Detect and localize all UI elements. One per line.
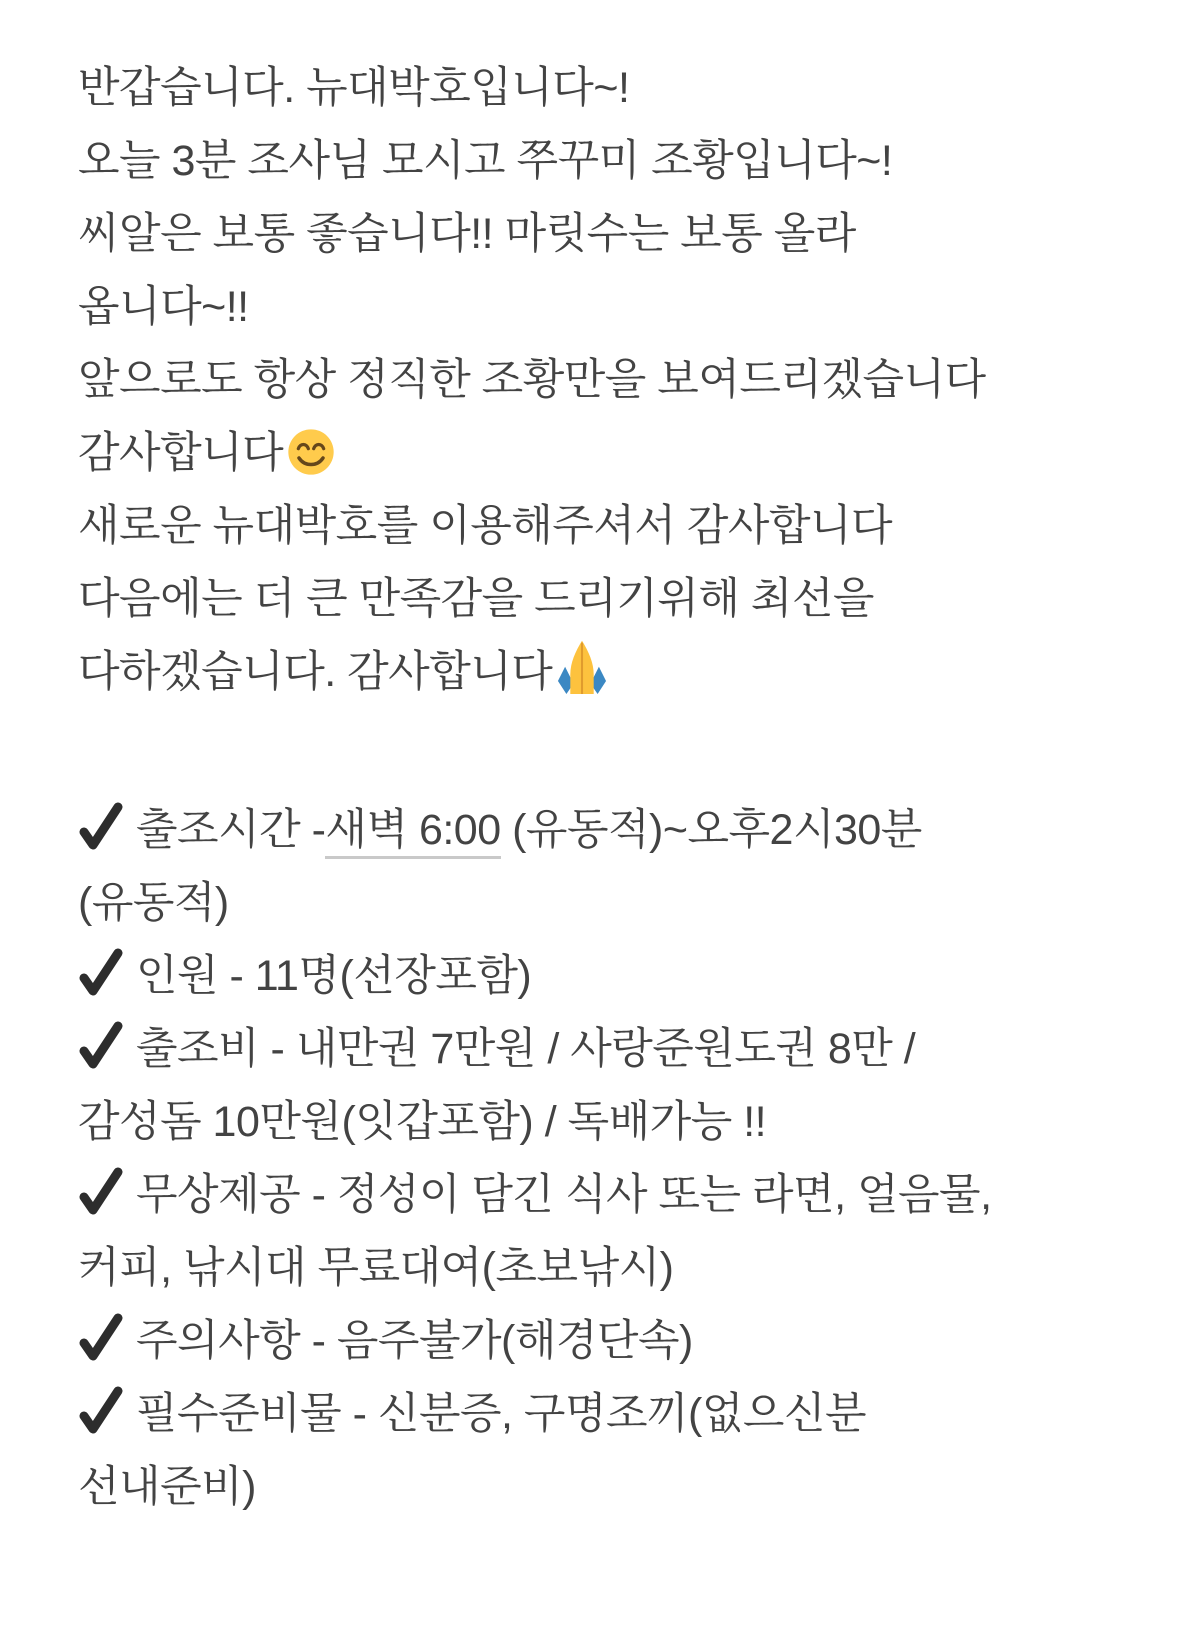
checklist-item-free-services-cont <box>78 1232 1133 1305</box>
item-text: 무상제공 - 정성이 담긴 식사 또는 라면, 얼음물, <box>136 1171 992 1219</box>
item-text: 주의사항 - 음주불가(해경단속) <box>136 1317 693 1365</box>
intro-line <box>78 636 1133 709</box>
checklist-item-fee-cont <box>78 1086 1133 1159</box>
departure-time-link[interactable]: 새벽 6:00 <box>325 806 500 859</box>
checklist <box>78 794 1133 1524</box>
checklist-item-capacity <box>78 940 1133 1013</box>
item-text: 커피, 낚시대 무료대여(초보낚시) <box>78 1244 674 1292</box>
intro-text: 씨알은 보통 좋습니다!! 마릿수는 보통 올라 <box>78 210 856 258</box>
intro-line <box>78 125 1133 198</box>
item-text: 출조비 - 내만권 7만원 / 사랑준원도권 8만 / <box>136 1025 916 1073</box>
checklist-item-departure-time-cont <box>78 867 1133 940</box>
checklist-item-fee <box>78 1013 1133 1086</box>
checklist-item-requirements-cont <box>78 1451 1133 1524</box>
item-text: 출조시간 - <box>136 806 326 854</box>
check-mark-icon <box>78 940 124 1013</box>
item-text: 선내준비) <box>78 1463 256 1511</box>
intro-line <box>78 271 1133 344</box>
intro-text: 앞으로도 항상 정직한 조황만을 보여드리겠습니다 <box>78 356 986 404</box>
folded-hands-emoji <box>556 636 608 709</box>
intro-line <box>78 417 1133 490</box>
checklist-item-free-services <box>78 1159 1133 1232</box>
check-mark-icon <box>78 1013 124 1086</box>
intro-line <box>78 52 1133 125</box>
item-text: (유동적) <box>78 879 229 927</box>
intro-line <box>78 563 1133 636</box>
check-mark-icon <box>78 1159 124 1232</box>
intro-text: 새로운 뉴대박호를 이용해주셔서 감사합니다 <box>78 502 893 550</box>
checklist-item-requirements <box>78 1378 1133 1451</box>
check-mark-icon <box>78 1305 124 1378</box>
item-text: 감성돔 10만원(잇갑포함) / 독배가능 !! <box>78 1098 767 1146</box>
intro-text: 감사합니다 <box>78 429 284 477</box>
intro-line <box>78 198 1133 271</box>
item-text: 인원 - 11명(선장포함) <box>136 952 532 1000</box>
intro-text: 다하겠습니다. 감사합니다 <box>78 648 553 696</box>
checklist-item-caution <box>78 1305 1133 1378</box>
smiling-face-emoji <box>287 417 335 490</box>
intro-text: 옵니다~!! <box>78 283 249 331</box>
intro-text: 오늘 3분 조사님 모시고 쭈꾸미 조황입니다~! <box>78 137 893 185</box>
item-text: (유동적)~오후2시30분 <box>500 806 922 854</box>
intro-line <box>78 344 1133 417</box>
intro-text: 반갑습니다. 뉴대박호입니다~! <box>78 64 630 112</box>
check-mark-icon <box>78 794 124 867</box>
item-text: 필수준비물 - 신분증, 구명조끼(없으신분 <box>136 1390 867 1438</box>
check-mark-icon <box>78 1378 124 1451</box>
intro-text: 다음에는 더 큰 만족감을 드리기위해 최선을 <box>78 575 874 623</box>
intro-line <box>78 490 1133 563</box>
checklist-item-departure-time <box>78 794 1133 867</box>
